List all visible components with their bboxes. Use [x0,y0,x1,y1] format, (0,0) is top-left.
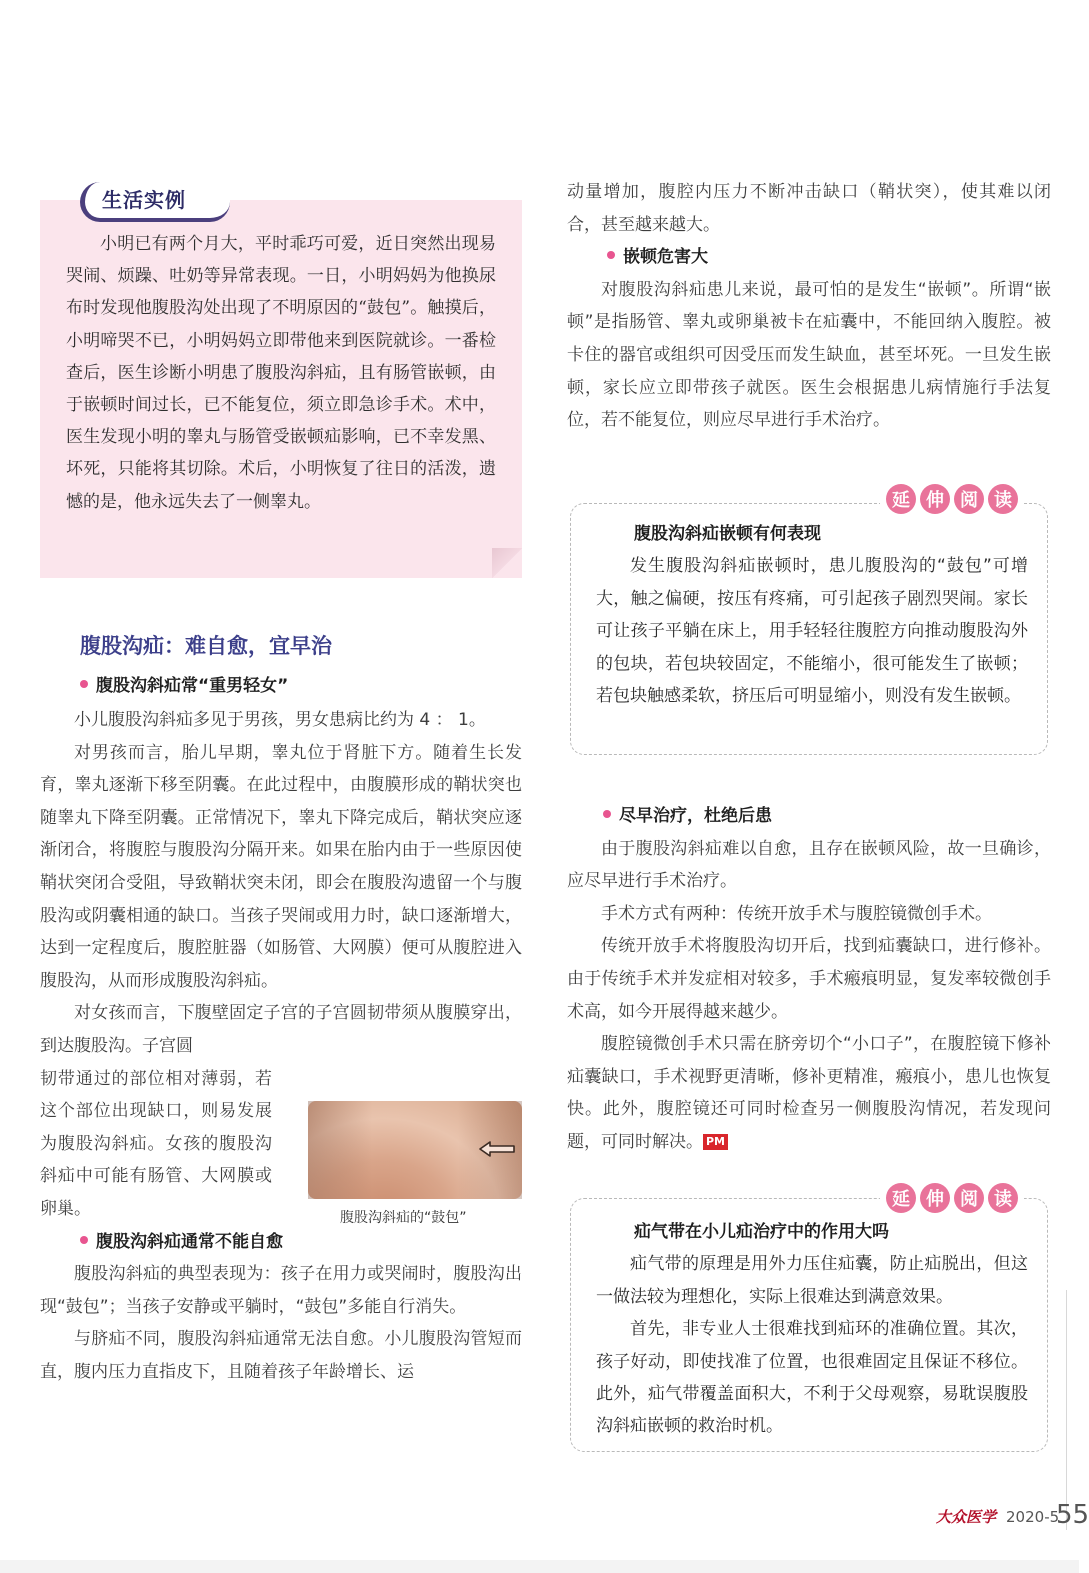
badge-char: 读 [988,1183,1018,1213]
paragraph-surgery-types: 手术方式有两种：传统开放手术与腹腔镜微创手术。 [601,903,992,924]
life-example-tab [78,178,206,218]
pm-logo: PM [703,1134,728,1150]
heading-incarceration [567,241,1051,274]
paragraph-ratio: 小儿腹股沟斜疝多见于男孩，男女患病比约为 4 ： 1。 [74,710,486,730]
arrow-left-icon [478,1141,516,1157]
left-column [40,676,522,1388]
page-edge-decoration [1066,1290,1079,1530]
paragraph-laparoscopic-text: 腹腔镜微创手术只需在脐旁切个“小口子”，在腹腔镜下修补疝囊缺口，手术视野更清晰，修补更精准，瘢痕小，患儿也恢复快。此外，腹腔镜还可同时检查另一侧腹股沟情况，若发现问题，可同时解决。 [567,1034,1051,1152]
badge-char: 延 [886,1183,916,1213]
page-footer [936,1506,1059,1527]
badge-char: 伸 [920,1183,950,1213]
bottom-band [0,1560,1079,1573]
badge-char: 伸 [920,484,950,514]
heading-no-self-heal-label: 腹股沟斜疝通常不能自愈 [96,1231,283,1252]
heading-gender-label: 腹股沟斜疝常“重男轻女” [96,676,289,696]
page-number: 55 [1056,1500,1089,1530]
heading-no-self-heal [40,1226,522,1259]
extended-reading-title-2: 疝气带在小儿疝治疗中的作用大吗 [634,1222,889,1242]
life-example-paragraph: 小明已有两个月大，平时乖巧可爱，近日突然出现易哭闹、烦躁、吐奶等异常表现。一日，小明妈妈为他换尿布时发现他腹股沟处出现了不明原因的“鼓包”。触摸后，小明啼哭不已，小明妈妈立即带他来到医院就诊。一番检查后，医生诊断小明患了腹股沟斜疝，且有肠管嵌顿，由于嵌顿时间过长，已不能复位，须立即急诊手术。术中，医生发现小明的睾丸与肠管受嵌顿疝影响，已不幸发黑、坏死，只能将其切除。术后，小明恢复了往日的活泼，遗憾的是，他永远失去了一侧睾丸。 [66,234,496,512]
heading-incarceration-label: 嵌顿危害大 [623,247,708,268]
extended-reading-text-1: 发生腹股沟斜疝嵌顿时，患儿腹股沟的“鼓包”可增大，触之偏硬，按压有疼痛，可引起孩子剧烈哭闹。家长可让孩子平躺在床上，用手轻轻往腹腔方向推动腹股沟外的包块，若包块较固定，不能缩小，很可能发生了嵌顿；若包块触感柔软，挤压后可明显缩小，则没有发生嵌顿。 [596,556,1028,707]
life-example-text [66,228,496,518]
paragraph-early-surgery: 由于腹股沟斜疝难以自愈，且存在嵌顿风险，故一旦确诊，应尽早进行手术治疗。 [567,838,1051,892]
hernia-photo [308,1101,522,1199]
photo-caption: 腹股沟斜疝的“鼓包” [340,1210,467,1226]
section-title: 腹股沟疝：难自愈，宜早治 [80,634,332,658]
paragraph-boys: 对男孩而言，胎儿早期，睾丸位于肾脏下方。随着生长发育，睾丸逐渐下移至阴囊。在此过程中，由腹膜形成的鞘状突也随睾丸下降至阴囊。正常情况下，睾丸下降完成后，鞘状突应逐渐闭合，将腹腔与腹股沟分隔开来。如果在胎内由于一些原因使鞘状突闭合受阻，导致鞘状突未闭，即会在腹股沟遗留一个与腹股沟或阴囊相通的缺口。当孩子哭闹或用力时，缺口逐渐增大，达到一定程度后，腹腔脏器（如肠管、大网膜）便可从腹腔进入腹股沟，从而形成腹股沟斜疝。 [40,742,522,991]
extended-reading-title-1: 腹股沟斜疝嵌顿有何表现 [634,524,821,544]
paragraph-symptoms: 腹股沟斜疝的典型表现为：孩子在用力或哭闹时，腹股沟出现“鼓包”；当孩子安静或平躺时，“鼓包”多能自行消失。 [40,1264,522,1317]
paragraph-laparoscopic [567,1028,1051,1158]
badge-char: 延 [886,484,916,514]
right-column [567,176,1051,437]
heading-gender [80,670,520,703]
paragraph-incarceration: 对腹股沟斜疝患儿来说，最可怕的是发生“嵌顿”。所谓“嵌顿”是指肠管、睾丸或卵巢被卡在疝囊中，不能回纳入腹腔。被卡住的器官或组织可因受压而发生缺血，甚至坏死。一旦发生嵌顿，家长应立即带孩子就医。医生会根据患儿病情施行手法复位，若不能复位，则应尽早进行手术治疗。 [567,279,1051,431]
extended-reading-badge-2 [880,1183,1024,1213]
heading-early-treatment-label: 尽早治疗，杜绝后患 [619,806,772,826]
extended-reading-content-1 [596,518,1028,712]
extended-reading-text-2a: 疝气带的原理是用外力压住疝囊，防止疝脱出，但这一做法较为理想化，实际上很难达到满意效果。 [596,1254,1028,1307]
heading-early-treatment [567,800,1051,833]
paragraph-no-self-heal: 与脐疝不同，腹股沟斜疝通常无法自愈。小儿腹股沟管短而直，腹内压力直指皮下，且随着孩子年龄增长、运 [40,1329,522,1382]
magazine-brand: 大众医学 [936,1508,997,1526]
extended-reading-text-2b: 首先，非专业人士很难找到疝环的准确位置。其次，孩子好动，即使找准了位置，也很难固定且保证不移位。此外，疝气带覆盖面积大，不利于父母观察，易耽误腹股沟斜疝嵌顿的救治时机。 [596,1319,1028,1437]
paragraph-girls-b: 韧带通过的部位相对薄弱，若这个部位出现缺口，则易发展为腹股沟斜疝。女孩的腹股沟斜疝中可能有肠管、大网膜或卵巢。 [40,1068,272,1219]
page-fold-decoration [492,548,522,578]
extended-reading-content-2 [596,1216,1028,1443]
bullet-dot-icon [80,1236,88,1244]
life-example-tab-label: 生活实例 [102,187,186,212]
extended-reading-badge-1 [880,484,1024,514]
right-column-lower [567,800,1051,1159]
paragraph-girls-a: 对女孩而言，下腹壁固定子宫的子宫圆韧带须从腹膜穿出，到达腹股沟。子宫圆 [40,1003,522,1056]
badge-char: 阅 [954,1183,984,1213]
badge-char: 读 [988,484,1018,514]
bullet-dot-icon [607,251,615,259]
bullet-dot-icon [603,810,611,818]
paragraph-continued: 动量增加，腹腔内压力不断冲击缺口（鞘状突），使其难以闭合，甚至越来越大。 [567,182,1051,235]
paragraph-open-surgery: 传统开放手术将腹股沟切开后，找到疝囊缺口，进行修补。由于传统手术并发症相对较多，手术瘢痕明显，复发率较微创手术高，如今开展得越来越少。 [567,936,1051,1022]
badge-char: 阅 [954,484,984,514]
bullet-dot-icon [80,680,88,688]
issue-date: 2020-5 [1006,1507,1060,1526]
